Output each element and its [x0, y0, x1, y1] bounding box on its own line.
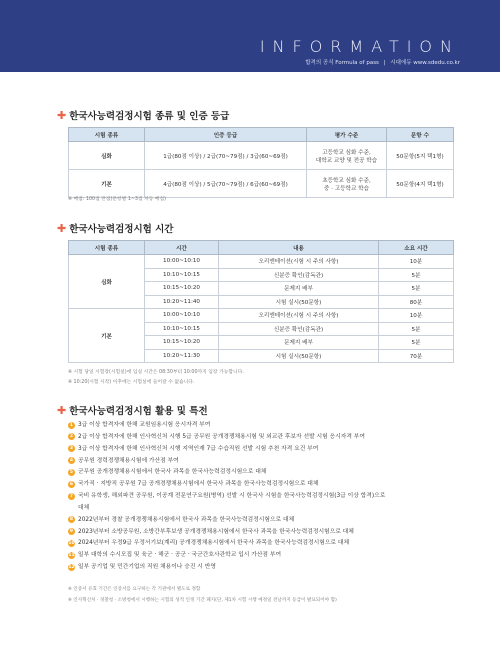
duration-cell: 5분: [379, 268, 454, 282]
time-cell: 10:20~11:40: [145, 295, 219, 309]
content-cell: 시험 실시(50문항): [219, 349, 379, 363]
number-badge: 5: [69, 469, 74, 475]
number-badge: 12: [68, 564, 75, 570]
cross-icon: ✚: [57, 221, 67, 235]
time-cell: 10:10~10:15: [145, 268, 219, 282]
content-cell: 시험 실시(50문항): [219, 295, 379, 309]
time-cell: 10:00~10:10: [145, 255, 219, 269]
list-item: 10 2024년부터 우정9급 우정서기보(계리) 공개경쟁채용시험에서 한국사 과목을 한국사능력검정시험으로 대체: [68, 540, 350, 547]
col-header: 시험 종류: [69, 241, 145, 255]
header-banner: [0, 0, 500, 72]
level-cell: 초등학교 심화 수준, 중 · 고등학교 학습: [307, 170, 387, 198]
count-cell: 50문항(5지 택1형): [387, 142, 454, 170]
section-title-schedule: ✚ 한국사능력검정시험 시간: [57, 221, 174, 235]
list-item-continuation: 대체: [78, 504, 90, 511]
cross-icon: ✚: [57, 108, 67, 122]
table-row: [69, 255, 454, 269]
table-row: [69, 309, 454, 323]
grades-note: ※ 배점: 100점 만점(문항별 1~3점 차등 배점): [68, 197, 167, 202]
exam-kind: 심화: [69, 142, 145, 170]
col-header: 소요 시간: [379, 241, 454, 255]
number-badge: 1: [69, 422, 74, 428]
grade-cell: 4급(80점 이상) / 5급(70~79점) / 6급(60~69점): [145, 170, 307, 198]
time-cell: 10:00~10:10: [145, 309, 219, 323]
benefits-footnote-1: ※ 인증서 유효 기간은 인증서를 요구하는 각 기관에서 별도로 정함: [68, 587, 201, 592]
number-badge: 8: [69, 517, 74, 523]
count-cell: 50문항(4지 택1형): [387, 170, 454, 198]
grades-table: [68, 127, 454, 198]
cross-icon: ✚: [57, 403, 67, 417]
number-badge: 11: [68, 552, 75, 558]
col-header: 문항 수: [387, 128, 454, 142]
table-row: [69, 170, 454, 198]
benefits-footnote-2: ※ 인사혁신처 · 경찰청 · 소방청에서 시행하는 시험의 성적 인정 기간 폐지(단, 제1차 시험 시행 예정일 전날까지 등급이 발표되어야 함): [68, 598, 337, 603]
table-row: [69, 142, 454, 170]
content-cell: 신분증 확인(감독관): [219, 268, 379, 282]
content-cell: 오리엔테이션(시험 시 주의 사항): [219, 309, 379, 323]
list-item: 2 2급 이상 합격자에 한해 인사혁신처 시행 5급 공무원 공개경쟁채용시험 및 외교관 후보자 선발 시험 응시자격 부여: [69, 433, 366, 440]
header-sub-b: Formula of pass: [335, 60, 379, 66]
list-item: 3 3급 이상 합격자에 한해 인사혁신처 시행 지역인재 7급 수습직원 선발 시험 추천 자격 요건 부여: [69, 445, 319, 452]
grade-cell: 1급(80점 이상) / 2급(70~79점) / 3급(60~69점): [145, 142, 307, 170]
duration-cell: 80분: [379, 295, 454, 309]
header-subtitle: [305, 58, 460, 66]
col-header: 시험 종류: [69, 128, 145, 142]
section-title-grades: ✚ 한국사능력검정시험 종류 및 인증 등급: [57, 108, 230, 122]
number-badge: 4: [69, 458, 74, 464]
content-cell: 문제지 배부: [219, 282, 379, 296]
col-header: 인증 등급: [145, 128, 307, 142]
time-cell: 10:15~10:20: [145, 336, 219, 350]
header-sep: |: [383, 60, 386, 66]
content-cell: 오리엔테이션(시험 시 주의 사항): [219, 255, 379, 269]
number-badge: 10: [68, 540, 75, 546]
duration-cell: 70분: [379, 349, 454, 363]
duration-cell: 5분: [379, 336, 454, 350]
number-badge: 6: [69, 481, 74, 487]
header-sub-a: 합격의 공식: [305, 60, 334, 66]
exam-kind: 심화: [69, 255, 145, 309]
number-badge: 3: [69, 446, 74, 452]
duration-cell: 5분: [379, 282, 454, 296]
exam-kind: 기본: [69, 309, 145, 363]
list-item: 1 3급 이상 합격자에 한해 교원임용시험 응시자격 부여: [69, 422, 211, 428]
duration-cell: 10분: [379, 309, 454, 323]
number-badge: 9: [69, 529, 74, 535]
duration-cell: 10분: [379, 255, 454, 269]
list-item: 7 국비 유학생, 해외파견 공무원, 이공계 전문연구요원(병역) 선발 시 한국사 시험을 한국사능력검정시험(3급 이상 합격)으로: [69, 493, 386, 500]
level-cell: 고등학교 심화 수준, 대학교 교양 및 전공 학습: [307, 142, 387, 170]
time-cell: 10:15~10:20: [145, 282, 219, 296]
list-item: 4 공무원 경력경쟁채용시험에 가산점 부여: [69, 457, 179, 464]
section-title-benefits: ✚ 한국사능력검정시험 활용 및 특전: [57, 403, 208, 417]
number-badge: 2: [69, 434, 74, 440]
list-item: 9 2023년부터 소방공무원, 소방간부후보생 공개경쟁채용시험에서 한국사 과목을 한국사능력검정시험으로 대체: [69, 528, 354, 535]
content-cell: 신분증 확인(감독관): [219, 322, 379, 336]
list-item: 6 국가직 · 지방직 공무원 7급 공개경쟁채용시험에서 한국사 과목을 한국사능력검정시험으로 대체: [69, 481, 319, 488]
list-item: 11 일부 대학의 수시모집 및 육군 · 해군 · 공군 · 국군간호사관학교 입시 가산점 부여: [68, 552, 282, 559]
content-cell: 문제지 배부: [219, 336, 379, 350]
header-sub-c: 시대에듀 www.sdedu.co.kr: [390, 60, 460, 66]
benefits-list: [68, 421, 458, 575]
number-badge: 7: [69, 493, 74, 499]
time-cell: 10:20~11:30: [145, 349, 219, 363]
schedule-note-2: ※ 10:20(시험 시작) 이후에는 시험실에 들어갈 수 없습니다.: [68, 380, 195, 385]
exam-kind: 기본: [69, 170, 145, 198]
col-header: 내용: [219, 241, 379, 255]
col-header: 시간: [145, 241, 219, 255]
list-item: 12 일부 공기업 및 민간기업의 직원 채용이나 승진 시 반영: [68, 564, 216, 571]
col-header: 평가 수준: [307, 128, 387, 142]
header-title: INFORMATION: [259, 37, 460, 56]
duration-cell: 5분: [379, 322, 454, 336]
list-item: 5 군무원 공개경쟁채용시험에서 한국사 과목을 한국사능력검정시험으로 대체: [69, 469, 267, 476]
time-cell: 10:10~10:15: [145, 322, 219, 336]
list-item: 8 2022년부터 경찰 공개경쟁채용시험에서 한국사 과목을 한국사능력검정시험으로 대체: [69, 516, 295, 523]
schedule-table: [68, 240, 454, 363]
schedule-note-1: ※ 시험 당일 시험장(시험실)에 입실 시간은 08:30부터 10:00까지 입장 가능합니다.: [68, 370, 244, 375]
